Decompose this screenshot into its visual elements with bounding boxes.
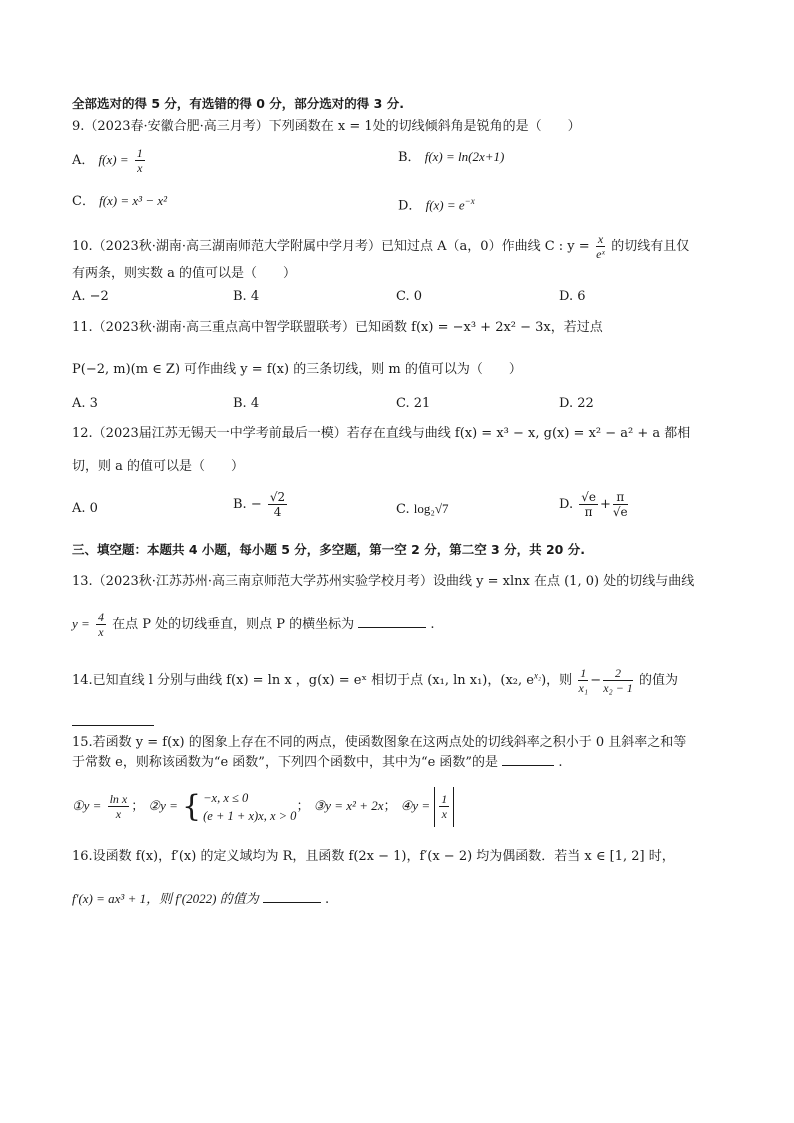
q15-opt4-abs bbox=[434, 787, 454, 827]
q15-sep3: ； bbox=[383, 799, 397, 814]
q10-option-b: B. 4 bbox=[233, 289, 260, 304]
q9-b-label: B． bbox=[398, 150, 421, 165]
section-3-heading: 三、填空题：本题共 4 小题，每小题 5 分，多空题，第一空 2 分，第二空 3 分，共 20 分. bbox=[72, 542, 585, 557]
q11-stem-line1: 11.（2023秋·湖南·高三重点高中智学联盟联考）已知函数 f(x) = −x³ + 2x² − 3x，若过点 bbox=[72, 320, 603, 335]
q12-b-label: B. bbox=[233, 497, 247, 512]
q13-fraction bbox=[96, 610, 106, 639]
q9-b-expr: f(x) = ln(2x+1) bbox=[424, 149, 505, 164]
q14-stem-line1 bbox=[72, 666, 678, 695]
q12-d-fraction2 bbox=[613, 490, 628, 519]
q9-option-a bbox=[72, 146, 147, 175]
q15-opt1-den: x bbox=[115, 807, 122, 821]
q15-opt4-num: 1 bbox=[441, 791, 448, 806]
q14-sup: x₂ bbox=[533, 670, 542, 681]
q14-stem-b: )，则 bbox=[541, 673, 573, 688]
q15-opt3: ③y = x² + 2x bbox=[313, 798, 384, 813]
q14-minus: − bbox=[590, 673, 602, 688]
scoring-note: 全部选对的得 5 分，有选错的得 0 分，部分选对的得 3 分. bbox=[72, 96, 404, 111]
q14-stem-a: 14.已知直线 l 分别与曲线 f(x) = ln x ，g(x) = eˣ 相切于点 (x₁, ln x₁)，(x₂, e bbox=[72, 673, 534, 688]
q12-b-den: 4 bbox=[273, 505, 282, 519]
q14-answer-blank[interactable] bbox=[72, 715, 154, 726]
q10-option-a: A. −2 bbox=[72, 289, 109, 304]
q15-stem-line1: 15.若函数 y = f(x) 的图象上存在不同的两点，使函数图象在这两点处的切线斜率之积小于 0 且斜率之和等 bbox=[72, 735, 687, 750]
q13-stem-line1: 13.（2023秋·江苏苏州·高三南京师范大学苏州实验学校月考）设曲线 y = xlnx 在点 (1, 0) 处的切线与曲线 bbox=[72, 574, 695, 589]
q10-stem-b: 的切线有且仅 bbox=[611, 239, 690, 254]
q9-stem: 9.（2023春·安徽合肥·高三月考）下列函数在 x = 1处的切线倾斜角是锐角的是（ ） bbox=[72, 119, 581, 134]
q15-end: . bbox=[558, 755, 563, 770]
q13-stem-b: 在点 P 处的切线垂直，则点 P 的横坐标为 bbox=[112, 617, 355, 632]
q15-stem-b: 于常数 e，则称该函数为“e 函数”，下列四个函数中，其中为“e 函数”的是 bbox=[72, 755, 499, 770]
q15-options bbox=[72, 786, 454, 827]
q16-stem-line2 bbox=[72, 890, 329, 909]
q12-b-num: √2 bbox=[269, 490, 286, 504]
q11-option-c: C. 21 bbox=[396, 396, 431, 411]
q16-stem-b: f′(x) = ax³ + 1，则 f′(2022) 的值为 bbox=[72, 891, 259, 906]
q9-d-lhs: f(x) = e bbox=[425, 197, 465, 213]
q14-f2-num: 2 bbox=[603, 666, 633, 681]
q9-a-label: A． bbox=[72, 153, 95, 168]
q11-stem-line2: P(−2, m)(m ∈ Z) 可作曲线 y = f(x) 的三条切线，则 m 的值可以为（ ） bbox=[72, 362, 522, 377]
q10-stem-line2: 有两条，则实数 a 的值可以是（ ） bbox=[72, 266, 297, 281]
q9-option-c bbox=[72, 192, 167, 211]
q10-stem-line1 bbox=[72, 232, 689, 261]
q9-d-label: D． bbox=[398, 198, 422, 214]
q16-answer-blank[interactable] bbox=[263, 902, 321, 903]
q11-option-a: A. 3 bbox=[72, 396, 98, 411]
q15-answer-blank[interactable] bbox=[502, 765, 554, 766]
q15-stem-line2 bbox=[72, 754, 562, 772]
q14-f1-num: 1 bbox=[580, 666, 587, 680]
q15-opt4-fraction bbox=[439, 792, 449, 821]
q13-den: x bbox=[98, 625, 104, 639]
q14-f2-den: x₂ − 1 bbox=[603, 681, 633, 695]
q13-end: . bbox=[430, 617, 435, 632]
q15-opt2-lhs: ②y = bbox=[148, 798, 178, 813]
q15-opt2-brace: { bbox=[182, 788, 202, 824]
q12-d-fraction1 bbox=[579, 490, 598, 519]
q10-stem-a: 10.（2023秋·湖南·高三湖南师范大学附属中学月考）已知过点 A（a，0）作曲线 C : y = bbox=[72, 239, 590, 254]
q15-opt4-lhs: ④y = bbox=[400, 798, 431, 813]
q15-opt2-case2: (e + 1 + x)x, x > 0 bbox=[203, 808, 297, 823]
q13-lhs: y = bbox=[72, 616, 90, 631]
q12-option-c bbox=[396, 500, 449, 519]
q10-fraction bbox=[596, 232, 605, 261]
q13-stem-line2 bbox=[72, 610, 435, 639]
q10-option-c: C. 0 bbox=[396, 289, 423, 304]
q9-option-b bbox=[398, 148, 504, 167]
q9-a-den: x bbox=[137, 161, 143, 175]
q14-f1-den: x₁ bbox=[578, 681, 589, 695]
q11-option-b: B. 4 bbox=[233, 396, 260, 411]
q9-a-lhs: f(x) = bbox=[98, 152, 129, 167]
q11-option-d: D. 22 bbox=[559, 396, 594, 411]
q14-answer-line bbox=[72, 714, 154, 732]
q9-c-expr: f(x) = x³ − x² bbox=[99, 193, 168, 208]
q12-d-num2: π bbox=[613, 490, 628, 505]
q12-stem-line1: 12.（2023届江苏无锡天一中学考前最后一模）若存在直线与曲线 f(x) = x³ − x, g(x) = x² − a² + a 都相 bbox=[72, 426, 691, 441]
q16-end: . bbox=[325, 892, 330, 907]
q15-opt2-case1: −x, x ≤ 0 bbox=[203, 790, 249, 805]
q15-opt4-den: x bbox=[441, 806, 447, 821]
q9-a-num: 1 bbox=[136, 146, 143, 160]
q9-a-fraction bbox=[135, 146, 145, 175]
q12-d-den1: π bbox=[584, 505, 593, 519]
q13-answer-blank[interactable] bbox=[358, 627, 426, 628]
q10-option-d: D. 6 bbox=[559, 289, 586, 304]
q12-option-a: A. 0 bbox=[72, 501, 98, 516]
q15-opt2-cases bbox=[203, 789, 296, 825]
q12-b-sign: − bbox=[250, 497, 262, 512]
q12-option-d bbox=[559, 490, 630, 519]
q13-num: 4 bbox=[97, 610, 104, 624]
q12-c-expr: log₂√7 bbox=[413, 501, 449, 516]
q9-c-label: C． bbox=[72, 194, 95, 209]
q12-d-label: D. bbox=[559, 497, 574, 512]
q12-stem-line2: 切，则 a 的值可以是（ ） bbox=[72, 459, 245, 474]
q15-sep1: ； bbox=[131, 799, 145, 814]
q12-b-fraction bbox=[268, 490, 287, 519]
q10-frac-den: eˣ bbox=[596, 247, 605, 261]
q15-sep2: ； bbox=[296, 799, 310, 814]
q9-option-d bbox=[398, 192, 475, 215]
q16-stem-line1: 16.设函数 f(x)，f′(x) 的定义域均为 R，且函数 f(2x − 1)，f′(x − 2) 均为偶函数．若当 x ∈ [1, 2] 时， bbox=[72, 849, 675, 864]
q12-option-b bbox=[233, 490, 289, 519]
q14-fraction1 bbox=[578, 666, 588, 695]
q12-d-num1: √e bbox=[581, 490, 596, 504]
q15-opt1-num: ln x bbox=[109, 792, 128, 806]
q14-stem-c: 的值为 bbox=[638, 673, 678, 688]
q12-c-label: C. bbox=[396, 502, 410, 517]
q15-opt1-fraction bbox=[108, 792, 130, 821]
q12-d-den2: √e bbox=[612, 505, 628, 519]
q9-d-sup: −x bbox=[464, 196, 475, 206]
q14-fraction2 bbox=[603, 666, 633, 695]
q10-frac-num: x bbox=[597, 232, 604, 246]
q12-d-plus: + bbox=[599, 497, 611, 512]
q15-opt1-lhs: ①y = bbox=[72, 798, 102, 813]
